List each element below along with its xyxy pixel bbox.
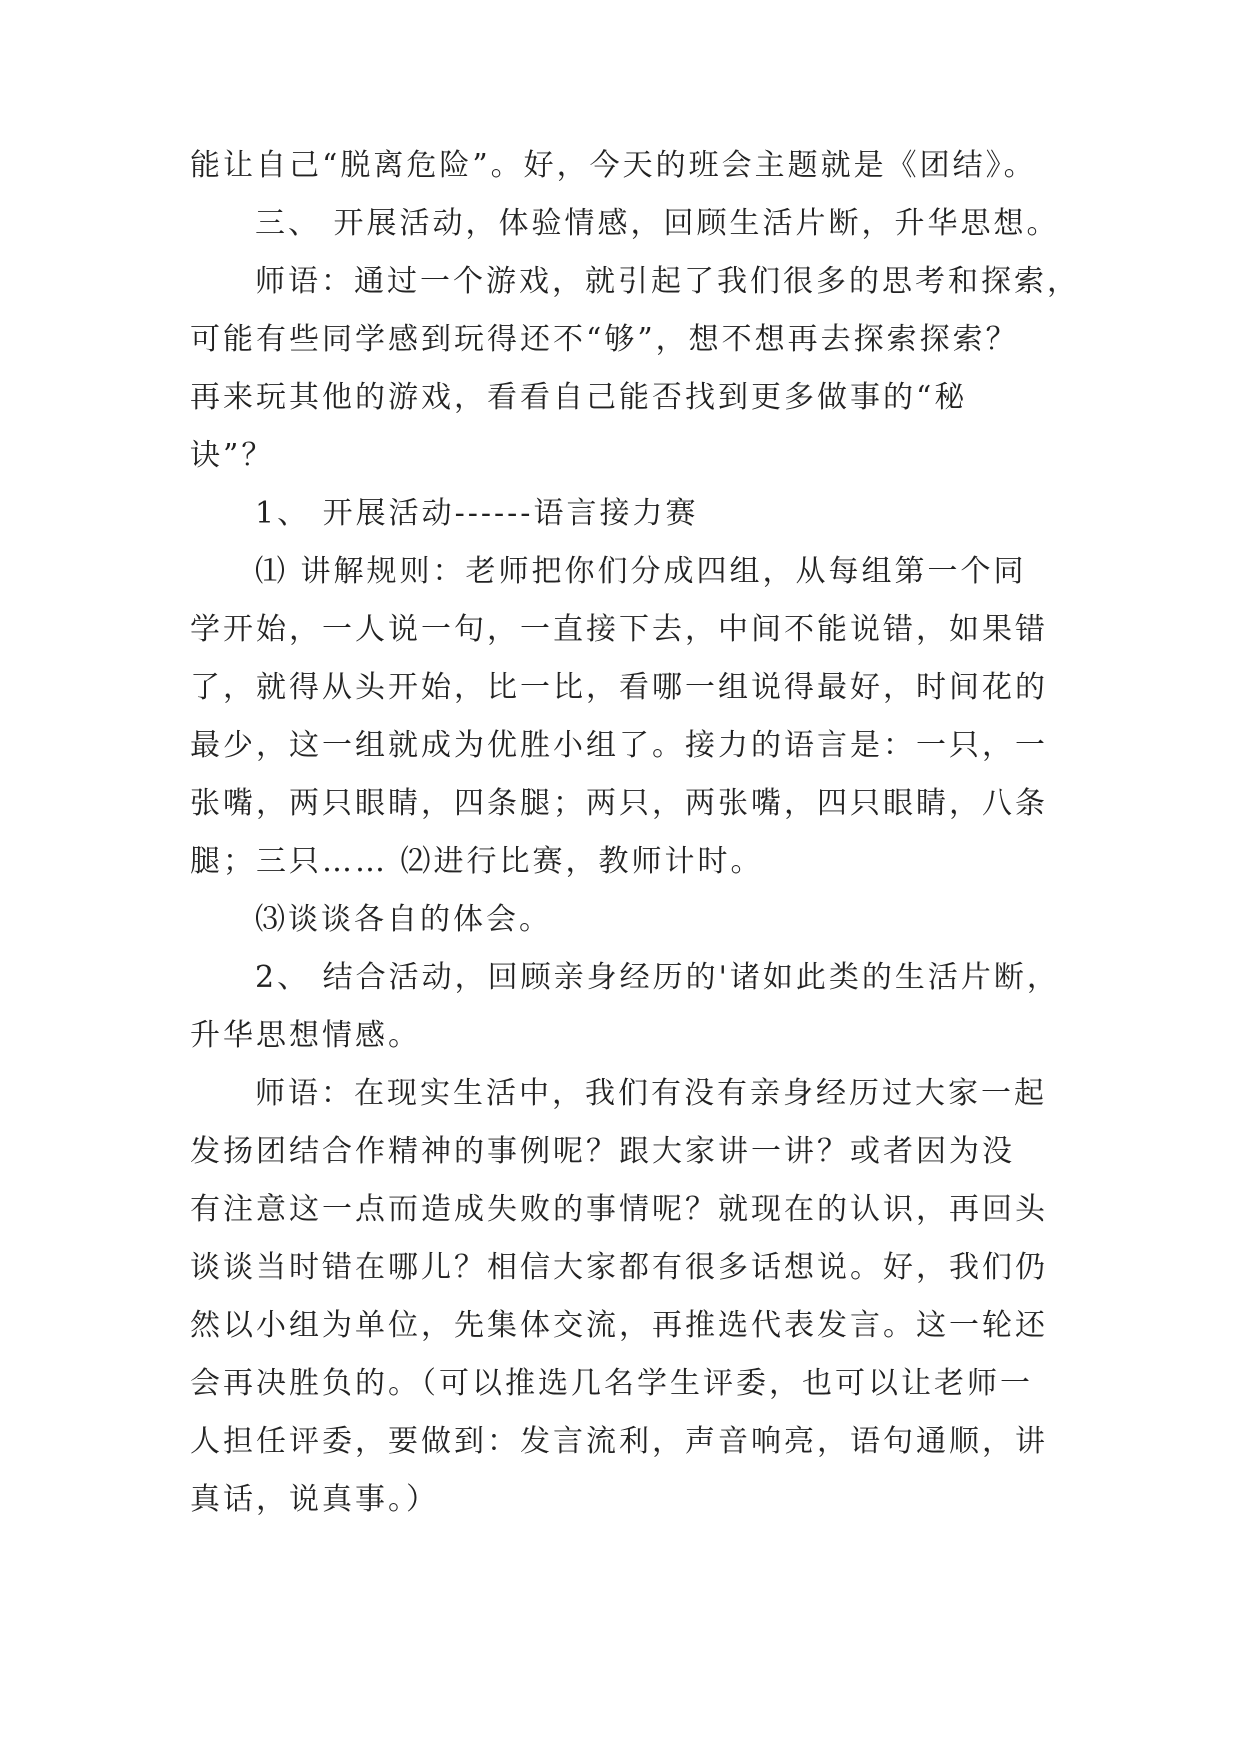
text-line: 学开始，一人说一句，一直接下去，中间不能说错，如果错 <box>190 612 1048 647</box>
text-line: 升华思想情感。 <box>190 1018 421 1053</box>
text-line: 师语：通过一个游戏，就引起了我们很多的思考和探索， <box>255 264 1080 299</box>
text-line: 腿；三只…… ⑵进行比赛，教师计时。 <box>190 844 764 879</box>
text-line: 会再决胜负的。（可以推选几名学生评委，也可以让老师一 <box>190 1366 1033 1401</box>
text-line: 真话，说真事。） <box>190 1482 439 1517</box>
text-line: 可能有些同学感到玩得还不“够”，想不想再去探索探索？ <box>190 322 1019 357</box>
text-line: 师语：在现实生活中，我们有没有亲身经历过大家一起 <box>255 1076 1047 1111</box>
text-line: 最少，这一组就成为优胜小组了。接力的语言是：一只，一 <box>190 728 1048 763</box>
text-line: 三、 开展活动，体验情感，回顾生活片断，升华思想。 <box>255 206 1060 241</box>
text-line: 张嘴，两只眼睛，四条腿；两只，两张嘴，四只眼睛，八条 <box>190 786 1048 821</box>
text-line: 能让自己“脱离危险”。好，今天的班会主题就是《团结》。 <box>190 148 1037 183</box>
text-line: ⑴ 讲解规则：老师把你们分成四组，从每组第一个同 <box>255 554 1027 589</box>
text-line: 2、 结合活动，回顾亲身经历的'诸如此类的生活片断， <box>255 960 1060 995</box>
text-line: 发扬团结合作精神的事例呢？跟大家讲一讲？或者因为没 <box>190 1134 1015 1169</box>
text-line: 再来玩其他的游戏，看看自己能否找到更多做事的“秘 <box>190 380 968 415</box>
text-line: 1、 开展活动------语言接力赛 <box>255 496 699 531</box>
text-line: 了，就得从头开始，比一比，看哪一组说得最好，时间花的 <box>190 670 1048 705</box>
text-line: 有注意这一点而造成失败的事情呢？就现在的认识，再回头 <box>190 1192 1048 1227</box>
text-line: ⑶谈谈各自的体会。 <box>255 902 552 937</box>
text-line: 人担任评委，要做到：发言流利，声音响亮，语句通顺，讲 <box>190 1424 1048 1459</box>
text-line: 诀”？ <box>190 438 275 473</box>
text-line: 谈谈当时错在哪儿？相信大家都有很多话想说。好，我们仍 <box>190 1250 1048 1285</box>
text-line: 然以小组为单位，先集体交流，再推选代表发言。这一轮还 <box>190 1308 1048 1343</box>
